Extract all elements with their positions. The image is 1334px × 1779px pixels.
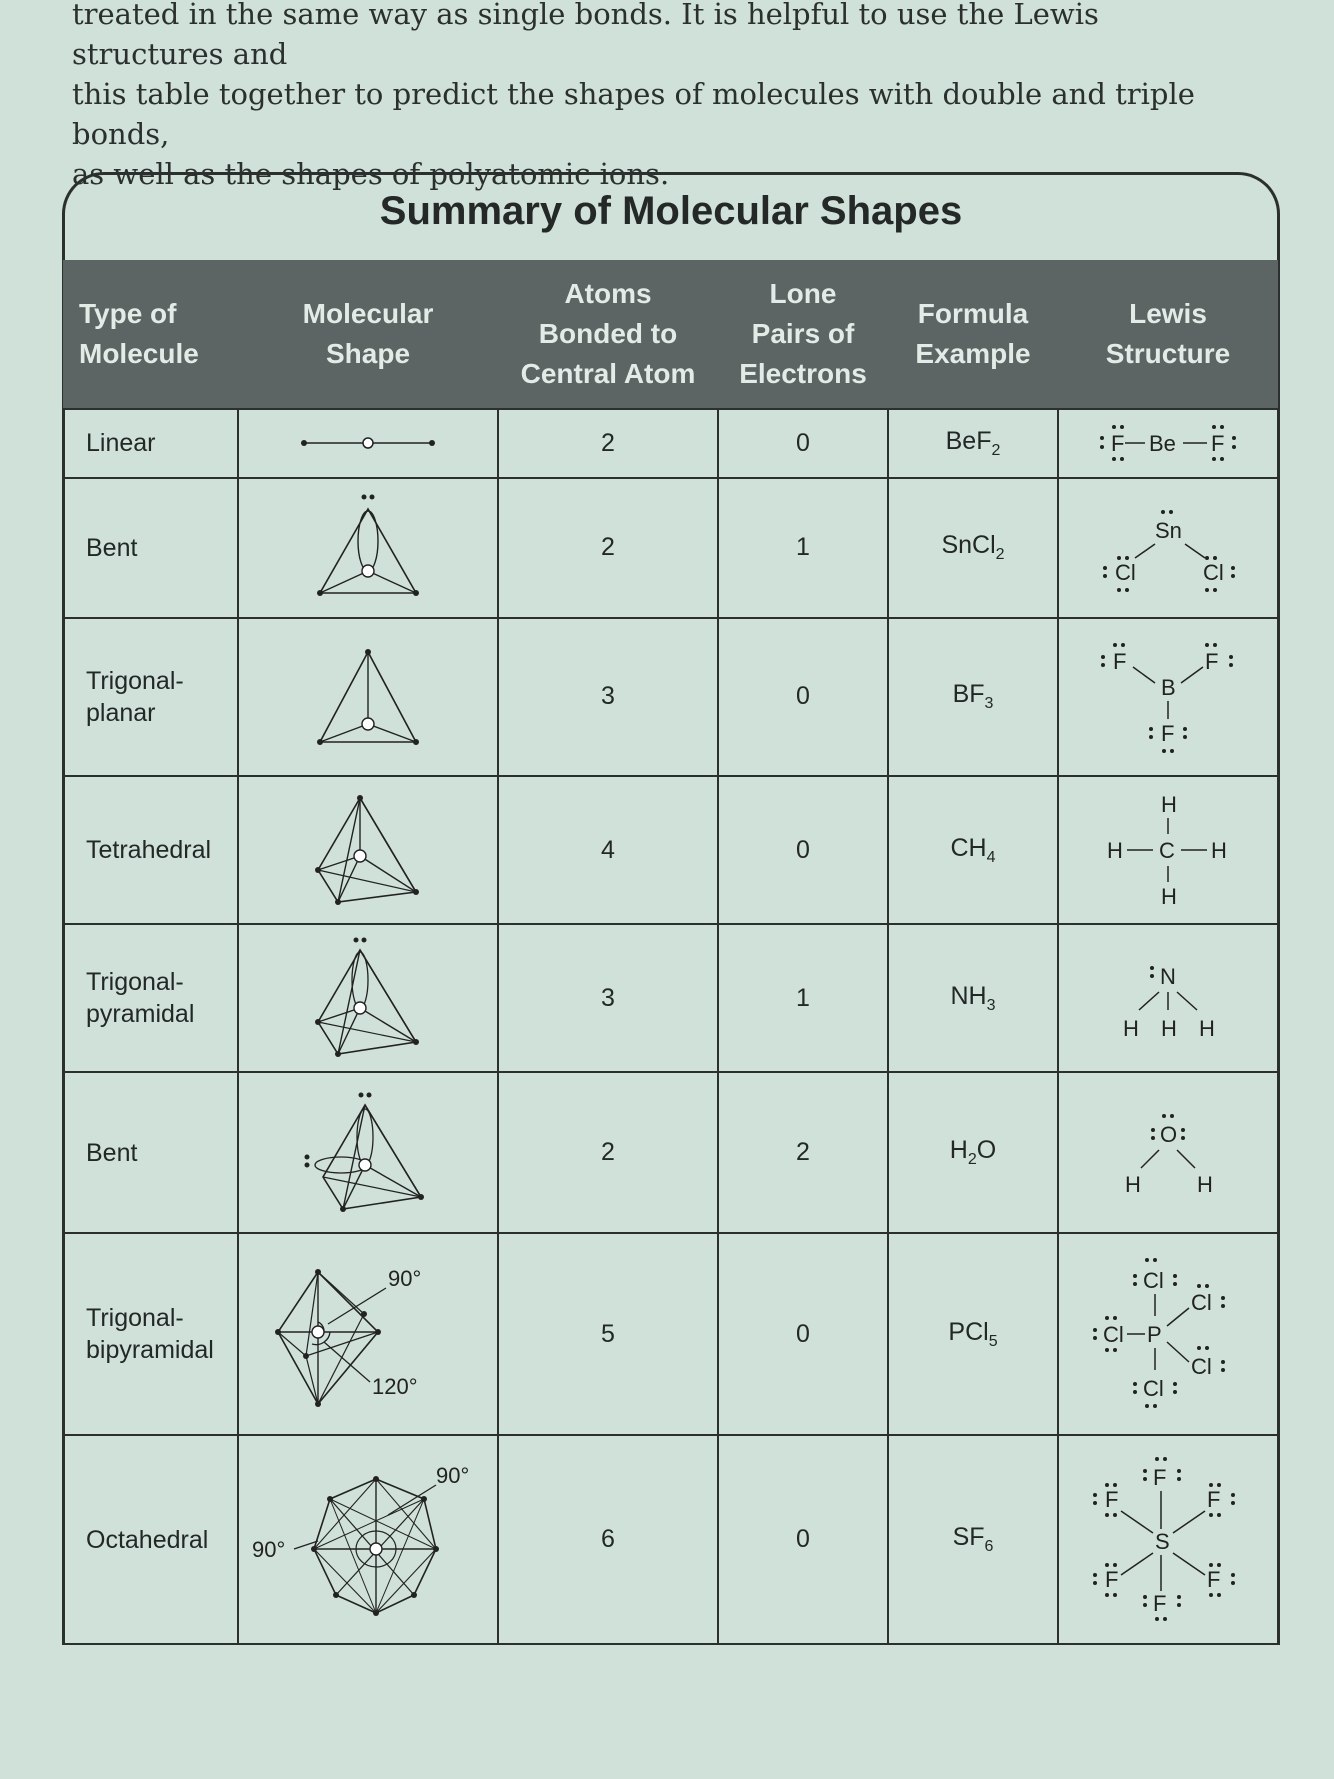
lewis-cell [1058,1072,1278,1233]
octahedral-shape-icon [248,1455,488,1625]
lewis-cell [1058,924,1278,1072]
ch4-lewis-icon [1093,790,1243,910]
svg-text:F: F [1105,1486,1119,1512]
trigonal-bipyramidal-shape-icon [268,1254,468,1414]
svg-text:Cl: Cl [1203,559,1224,585]
intro-line: as well as the shapes of polyatomic ions. [72,157,670,191]
lone-pairs-cell: 1 [718,924,888,1072]
svg-text:Be: Be [1149,431,1176,457]
svg-text:F: F [1105,1566,1119,1592]
svg-text:H: H [1125,1171,1141,1197]
trigonal-pyramidal-shape-icon [308,936,428,1060]
type-cell: Bent [63,478,238,618]
sf6-lewis-icon [1083,1455,1253,1625]
header-atoms: Atoms Bonded to Central Atom [498,260,718,409]
molecular-shapes-table [62,260,1279,1645]
shape-cell [238,1435,498,1644]
type-cell: Bent [63,1072,238,1233]
svg-text:H: H [1161,1016,1177,1042]
svg-text:S: S [1155,1528,1170,1554]
bef2-lewis-icon [1093,421,1243,465]
table-title: Summary of Molecular Shapes [379,189,963,233]
shape-cell [238,1233,498,1435]
molecular-shapes-table-card [62,172,1280,1645]
lewis-cell [1058,478,1278,618]
nh3-lewis-icon [1093,948,1243,1048]
svg-text:F: F [1161,720,1175,746]
lone-pairs-cell: 0 [718,618,888,777]
atoms-cell: 2 [498,409,718,478]
svg-text:B: B [1161,674,1176,700]
linear-shape-icon [298,433,438,453]
svg-text:F: F [1207,1486,1221,1512]
lewis-cell [1058,618,1278,777]
svg-text:Cl: Cl [1191,1354,1212,1380]
table-row [63,409,1278,478]
lone-pairs-cell: 0 [718,1435,888,1644]
svg-text:H: H [1161,884,1177,910]
formula-cell: $SF_6$ [888,1435,1058,1644]
type-cell: Trigonal- pyramidal [63,924,238,1072]
svg-text:F: F [1211,431,1225,457]
svg-text:Cl: Cl [1115,559,1136,585]
atoms-cell: 2 [498,478,718,618]
atoms-cell: 6 [498,1435,718,1644]
svg-text:H: H [1211,838,1227,864]
svg-text:O: O [1160,1121,1178,1147]
lone-pairs-cell: 0 [718,776,888,924]
bent-tetrahedral-shape-icon [303,1091,433,1215]
type-cell: Trigonal- planar [63,618,238,777]
intro-line: this table together to predict the shapes of molecules with double and triple bonds, [72,77,1195,151]
formula-cell: $CH_4$ [888,776,1058,924]
svg-text:H: H [1107,838,1123,864]
shape-cell [238,478,498,618]
svg-text:90°: 90° [252,1536,286,1562]
type-cell: Octahedral [63,1435,238,1644]
pcl5-lewis-icon [1083,1254,1253,1414]
svg-text:H: H [1197,1171,1213,1197]
svg-text:N: N [1160,964,1176,990]
svg-text:90°: 90° [388,1266,422,1292]
svg-text:F: F [1153,1464,1167,1490]
header-shape: Molecular Shape [238,260,498,409]
table-row [63,776,1278,924]
tetrahedral-shape-icon [308,790,428,910]
lone-pairs-cell: 0 [718,409,888,478]
formula-cell: SnCl$_2$ [888,478,1058,618]
svg-text:Cl: Cl [1143,1376,1164,1402]
svg-text:F: F [1205,648,1219,674]
shape-cell [238,1072,498,1233]
table-row [63,924,1278,1072]
lone-pairs-cell: 2 [718,1072,888,1233]
lewis-cell [1058,1233,1278,1435]
lewis-cell [1058,409,1278,478]
formula-cell: $BF_3$ [888,618,1058,777]
header-lone-pairs: Lone Pairs of Electrons [718,260,888,409]
shape-cell [238,776,498,924]
svg-text:Sn: Sn [1155,517,1182,543]
formula-cell: PCl$_5$ [888,1233,1058,1435]
trigonal-planar-shape-icon [308,642,428,752]
header-type: Type of Molecule [63,260,238,409]
intro-line: treated in the same way as single bonds. It is helpful to use the Lewis structures and [72,0,1099,71]
atoms-cell: 3 [498,618,718,777]
atoms-cell: 4 [498,776,718,924]
svg-text:F: F [1113,648,1127,674]
table-row [63,1233,1278,1435]
bent-trigonal-shape-icon [308,493,428,603]
svg-text:F: F [1153,1590,1167,1616]
sncl2-lewis-icon [1093,502,1243,594]
svg-text:Cl: Cl [1143,1268,1164,1294]
formula-cell: $H_2O$ [888,1072,1058,1233]
header-formula: Formula Example [888,260,1058,409]
svg-text:90°: 90° [436,1462,470,1488]
formula-cell: BeF$_2$ [888,409,1058,478]
formula-cell: $NH_3$ [888,924,1058,1072]
type-cell: Trigonal- bipyramidal [63,1233,238,1435]
svg-text:F: F [1207,1566,1221,1592]
shape-cell [238,924,498,1072]
svg-text:F: F [1111,431,1125,457]
table-row [63,618,1278,777]
table-row [63,1435,1278,1644]
type-cell: Tetrahedral [63,776,238,924]
svg-text:H: H [1161,792,1177,818]
atoms-cell: 2 [498,1072,718,1233]
svg-text:Cl: Cl [1103,1322,1124,1348]
atoms-cell: 3 [498,924,718,1072]
type-cell: Linear [63,409,238,478]
atoms-cell: 5 [498,1233,718,1435]
h2o-lewis-icon [1093,1108,1243,1198]
shape-cell [238,618,498,777]
header-lewis: Lewis Structure [1058,260,1278,409]
svg-text:H: H [1199,1016,1215,1042]
lone-pairs-cell: 0 [718,1233,888,1435]
shape-cell [238,409,498,478]
svg-text:H: H [1123,1016,1139,1042]
bf3-lewis-icon [1093,637,1243,757]
svg-text:C: C [1159,838,1175,864]
table-row [63,478,1278,618]
svg-text:P: P [1147,1322,1162,1348]
lewis-cell [1058,776,1278,924]
header-row [63,260,1278,409]
svg-text:Cl: Cl [1191,1290,1212,1316]
intro-paragraph [72,0,1252,194]
svg-text:120°: 120° [372,1374,418,1400]
lone-pairs-cell: 1 [718,478,888,618]
lewis-cell [1058,1435,1278,1644]
table-row [63,1072,1278,1233]
